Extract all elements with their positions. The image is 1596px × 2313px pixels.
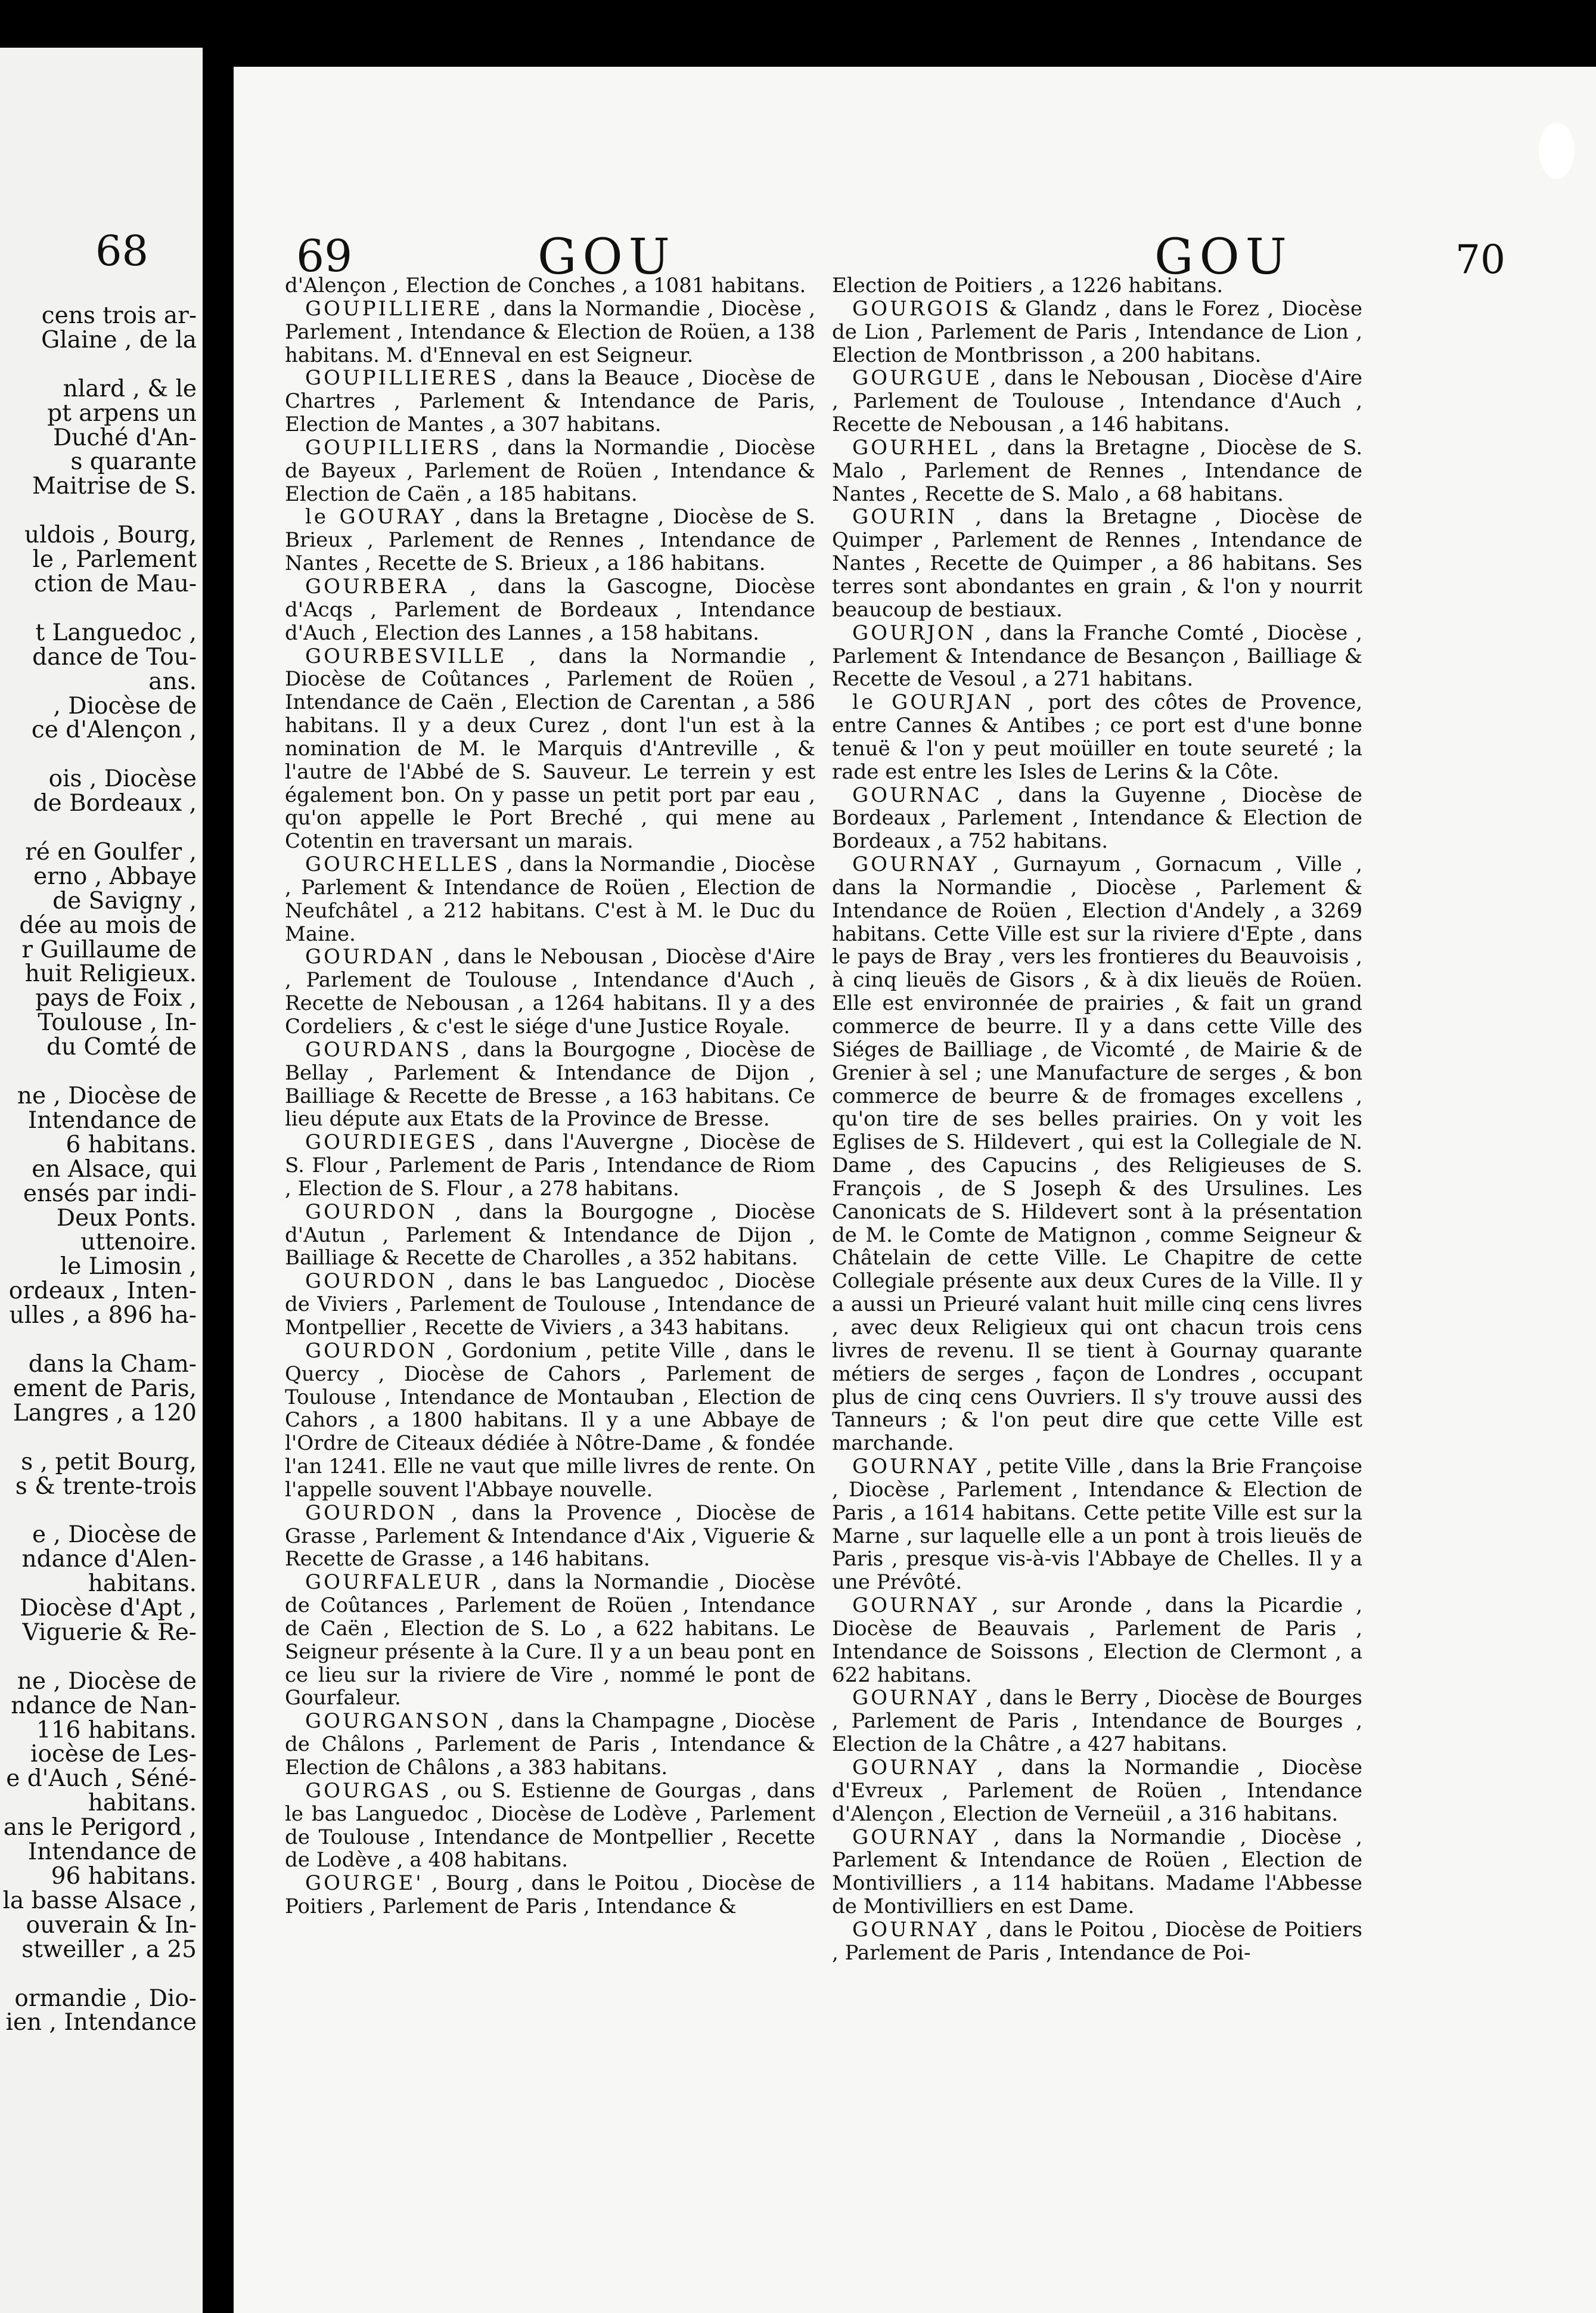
facing-page-line bbox=[0, 1426, 197, 1450]
entry-headword: GOURCHELLES bbox=[305, 852, 501, 877]
facing-page-line: e , Diocèse de bbox=[32, 1523, 197, 1548]
facing-page-line bbox=[0, 743, 197, 767]
facing-page-line: Intendance de bbox=[27, 1840, 197, 1865]
facing-page-line: en Alsace, qui bbox=[32, 1157, 197, 1182]
entry-headword: GOURDANS bbox=[305, 1037, 452, 1062]
dictionary-entry bbox=[832, 784, 1362, 854]
dictionary-entry bbox=[285, 1201, 815, 1270]
facing-page-line: le Limosin , bbox=[60, 1255, 197, 1280]
entry-text: , ou S. Estienne de Gourgas , dans le bas Languedoc , Diocèse de Lodève , Parlement de Toulouse , Intendance de Montpellier , Recette de Lodève , a 408 habitans. bbox=[285, 1778, 815, 1872]
entry-text: , dans la Normandie , Diocèse d'Evreux , Parlement de Roüen , Intendance d'Alençon , Election de Verneüil , a 316 habitans. bbox=[832, 1756, 1363, 1826]
facing-page-line: t Languedoc , bbox=[35, 621, 197, 646]
entry-headword: GOURNAY bbox=[852, 1756, 979, 1779]
dictionary-entry bbox=[832, 1756, 1362, 1826]
facing-page-line: 96 habitans. bbox=[51, 1865, 197, 1889]
facing-page-line: s , petit Bourg, bbox=[21, 1450, 197, 1475]
dictionary-entry bbox=[285, 1872, 815, 1918]
facing-page-line: habitans. bbox=[88, 1791, 197, 1816]
facing-page-line: Duché d'An- bbox=[53, 426, 197, 451]
dictionary-entry bbox=[285, 945, 815, 1038]
facing-page-line: le , Parlement bbox=[32, 548, 197, 572]
entry-text: , petite Ville , dans la Brie Françoise , Diocèse , Parlement , Intendance & Election de Paris , a 1614 habitans. Cette petite Ville est sur la Marne , sur laquelle elle a un pont à trois lieuës de Paris , presque vis-à-vis l'Abbaye de Chelles. Il y a une Prévôté. bbox=[832, 1455, 1362, 1595]
dictionary-entry bbox=[285, 575, 815, 645]
entry-text: , dans la Normandie , Diocèse de Coûtances , Parlement de Roüen , Intendance de Caën , Election de Carentan , a 586 habitans. Il y a deux Curez , dont l'un est à la nomination de M. le Marquis d'Antreville , & l'autre de l'Abbé de S. Sauveur. Le terrein y est également bon. On y passe un petit port par eau , qu'on appelle le Port Breché , qui mene au Cotentin en traversant un marais. bbox=[285, 644, 816, 854]
facing-page-line: iocèse de Les- bbox=[30, 1742, 197, 1768]
facing-page-line: 116 habitans. bbox=[36, 1718, 197, 1743]
entry-text: , dans la Bourgogne , Diocèse de Bellay , Parlement & Intendance de Dijon , Bailliage & Recette de Bresse , a 163 habitans. Ce lieu députe aux Etats de la Province de Bresse. bbox=[285, 1037, 815, 1131]
facing-page-line bbox=[0, 816, 197, 841]
entry-text: , Bourg , dans le Poitou , Diocèse de Poitiers , Parlement de Paris , Intendance & bbox=[285, 1871, 815, 1919]
facing-page-line: ce d'Alençon , bbox=[31, 718, 197, 743]
facing-page-line bbox=[0, 1962, 197, 1987]
dictionary-entry bbox=[832, 691, 1362, 783]
entry-headword: GOURNAY bbox=[852, 1686, 979, 1710]
entry-headword: GOURGANSON bbox=[305, 1709, 491, 1734]
facing-page-line: ien , Intendance bbox=[5, 2011, 197, 2036]
dictionary-entry bbox=[832, 367, 1362, 436]
dictionary-entry bbox=[285, 436, 815, 506]
facing-page-line bbox=[0, 597, 197, 621]
dictionary-entry bbox=[285, 645, 815, 854]
dictionary-entry bbox=[285, 853, 815, 945]
entry-text: , dans l'Auvergne , Diocèse de S. Flour , Parlement de Paris , Intendance de Riom , Election de S. Flour , a 278 habitans. bbox=[285, 1130, 816, 1201]
facing-page-line: ne , Diocèse de bbox=[17, 1084, 197, 1109]
text-column-left bbox=[285, 274, 815, 1918]
facing-page-line: huit Religieux. bbox=[24, 962, 197, 987]
facing-page-line: stweiller , a 25 bbox=[21, 1937, 197, 1962]
entry-headword: GOURNAY bbox=[852, 1917, 979, 1942]
dictionary-entry bbox=[285, 274, 815, 297]
facing-page-line: ement de Paris, bbox=[13, 1376, 197, 1402]
facing-page-line: ans. bbox=[148, 669, 197, 694]
dictionary-entry bbox=[285, 1270, 815, 1340]
entry-headword: GOURGOIS bbox=[852, 296, 992, 321]
facing-page-line: cens trois ar- bbox=[41, 304, 197, 328]
facing-page-line: s quarante bbox=[70, 450, 197, 475]
entry-text: , dans le bas Languedoc , Diocèse de Viviers , Parlement de Toulouse , Intendance de Montpellier , Recette de Viviers , a 343 habitans. bbox=[285, 1269, 815, 1340]
facing-page-line: pt arpens un bbox=[47, 401, 197, 426]
entry-text: , dans la Normandie , Diocèse de Coûtances , Parlement de Roüen , Intendance de Caën , Election de S. Lo , a 622 habitans. Le Seigneur présente à la Cure. Il y a un beau pont en ce lieu sur la riviere de Vire , nommé le pont de Gourfaleur. bbox=[285, 1570, 815, 1710]
entry-text: , dans la Provence , Diocèse de Grasse , Parlement & Intendance d'Aix , Viguerie & Recette de Grasse , a 146 habitans. bbox=[285, 1500, 815, 1571]
entry-text: , dans la Normandie , Diocèse , Parlement & Intendance de Roüen , Election de Neufchâtel , a 212 habitans. C'est à M. le Duc du Maine. bbox=[285, 852, 816, 946]
dictionary-entry bbox=[285, 1710, 815, 1779]
facing-page-line: de Bordeaux , bbox=[33, 792, 197, 817]
entry-headword: GOURDON bbox=[305, 1199, 438, 1224]
entry-headword: GOURHEL bbox=[852, 435, 980, 460]
dictionary-entry bbox=[832, 1594, 1362, 1686]
facing-page-line: ré en Goulfer , bbox=[25, 840, 197, 865]
facing-page-fragment bbox=[0, 48, 203, 2313]
text-column-right bbox=[832, 274, 1362, 1965]
dictionary-entry bbox=[285, 1571, 815, 1710]
facing-page-line bbox=[0, 1060, 197, 1084]
entry-headword: GOURDAN bbox=[305, 945, 436, 969]
facing-page-line: s & trente-trois bbox=[15, 1474, 197, 1499]
facing-page-line: Deux Ponts. bbox=[56, 1206, 197, 1231]
entry-text: , dans la Champagne , Diocèse de Châlons , Parlement de Paris , Intendance & Election de Châlons , a 383 habitans. bbox=[285, 1709, 815, 1779]
entry-text: , dans le Nebousan , Diocèse d'Aire , Parlement de Toulouse , Intendance d'Auch , Recette de Nebousan , a 1264 habitans. Il y a des Cordeliers , & c'est le siége d'une Justice Royale. bbox=[285, 945, 815, 1038]
entry-text: , dans le Poitou , Diocèse de Poitiers , Parlement de Paris , Intendance de Poi- bbox=[832, 1917, 1362, 1965]
entry-headword: GOURGUE bbox=[852, 366, 982, 390]
facing-page-line: de Savigny , bbox=[52, 889, 197, 914]
entry-headword: le GOURAY bbox=[305, 505, 446, 529]
dictionary-entry bbox=[285, 506, 815, 575]
facing-page-text bbox=[0, 304, 197, 2035]
page-gutter bbox=[210, 0, 232, 2313]
facing-page-line: habitans. bbox=[88, 1572, 197, 1597]
entry-text: , sur Aronde , dans la Picardie , Diocèse de Beauvais , Parlement de Paris , Intendance de Soissons , Election de Clermont , a 622 habitans. bbox=[832, 1593, 1363, 1687]
facing-page-line: erno , Abbaye bbox=[33, 864, 197, 889]
entry-text: , dans la Normandie , Diocèse de Bayeux , Parlement de Roüen , Intendance & Election de Caën , a 185 habitans. bbox=[285, 435, 816, 506]
dictionary-entry bbox=[832, 506, 1362, 621]
entry-headword: GOURDIEGES bbox=[305, 1130, 479, 1155]
facing-page-line: , Diocèse de bbox=[53, 694, 197, 719]
page-number-left: 69 bbox=[296, 231, 353, 282]
facing-page-line: Maitrise de S. bbox=[32, 475, 197, 500]
entry-headword: GOUPILLIERS bbox=[305, 435, 482, 460]
facing-page-line: ois , Diocèse bbox=[48, 767, 197, 792]
facing-page-line: Intendance de bbox=[27, 1108, 197, 1133]
facing-page-line: ans le Perigord , bbox=[3, 1816, 197, 1841]
entry-headword: GOUPILLIERES bbox=[305, 366, 499, 390]
entry-headword: GOURFALEUR bbox=[305, 1570, 482, 1595]
running-head-right: GOU bbox=[1154, 229, 1293, 286]
facing-page-line bbox=[0, 353, 197, 377]
entry-text: , dans la Bretagne , Diocèse de Quimper , Parlement de Rennes , Intendance de Nantes , Recette de Quimper , a 86 habitans. Ses terres sont abondantes en grain , & l'on y nourrit beaucoup de bestiaux. bbox=[832, 505, 1362, 622]
entry-text: , port des côtes de Provence, entre Cannes & Antibes ; ce port est d'une bonne tenuë & l'on y peut moüiller en toute seureté ; la rade est entre les Isles de Lerins & la Côte. bbox=[832, 690, 1362, 784]
entry-headword: GOURDON bbox=[305, 1500, 438, 1525]
dictionary-entry bbox=[285, 1502, 815, 1571]
facing-page-line bbox=[0, 1645, 197, 1670]
facing-page-line: r Guillaume de bbox=[21, 938, 197, 963]
entry-text: d'Alençon , Election de Conches , a 1081 habitans. bbox=[285, 274, 806, 297]
facing-page-line: ndance d'Alen- bbox=[21, 1548, 197, 1573]
facing-page-line: ction de Mau- bbox=[34, 572, 197, 597]
facing-page-line bbox=[0, 1499, 197, 1523]
entry-headword: GOURNAC bbox=[852, 783, 982, 807]
running-head-left: GOU bbox=[538, 229, 676, 286]
dictionary-entry bbox=[832, 1918, 1362, 1965]
facing-page-line: Glaine , de la bbox=[41, 328, 197, 353]
entry-text: , dans la Bretagne , Diocèse de S. Brieux , Parlement de Rennes , Intendance de Nantes , Recette de S. Brieux , a 186 habitans. bbox=[285, 505, 815, 576]
facing-page-line: la basse Alsace , bbox=[2, 1889, 197, 1914]
facing-page-line: ouverain & In- bbox=[26, 1913, 197, 1938]
entry-headword: GOURGE' bbox=[305, 1871, 424, 1896]
dictionary-entry bbox=[832, 853, 1362, 1455]
entry-text: , dans le Nebousan , Diocèse d'Aire , Parlement de Toulouse , Intendance d'Auch , Recette de Nebousan , a 146 habitans. bbox=[832, 366, 1362, 437]
entry-headword: GOURNAY bbox=[852, 1455, 979, 1479]
dictionary-entry bbox=[832, 622, 1362, 692]
facing-page-line: e d'Auch , Séné- bbox=[6, 1767, 197, 1792]
entry-text: , Gordonium , petite Ville , dans le Quercy , Diocèse de Cahors , Parlement de Toulouse , Intendance de Montauban , Election de Cahors , a 1800 habitans. Il y a une Abbaye de l'Ordre de Citeaux dédiée à Nôtre-Dame , & fondée l'an 1241. Elle ne vaut que mille livres de rente. On l'appelle souvent l'Abbaye nouvelle. bbox=[285, 1338, 815, 1502]
facing-page-line: dance de Tou- bbox=[32, 645, 197, 670]
dictionary-entry bbox=[832, 274, 1362, 297]
entry-headword: le GOURJAN bbox=[852, 690, 1014, 715]
facing-page-line: nlard , & le bbox=[63, 377, 197, 402]
entry-text: , dans la Normandie , Diocèse , Parlement , Intendance & Election de Roüen, a 138 habitans. M. d'Enneval en est Seigneur. bbox=[285, 296, 815, 367]
facing-page-line: dans la Cham- bbox=[28, 1352, 197, 1377]
entry-headword: GOUPILLIERE bbox=[305, 296, 483, 321]
entry-text: , dans la Bourgogne , Diocèse d'Autun , Parlement & Intendance de Dijon , Bailliage & Recette de Charolles , a 352 habitans. bbox=[285, 1199, 815, 1270]
facing-page-line: ormandie , Dio- bbox=[14, 1986, 197, 2011]
facing-page-line: Diocèse d'Apt , bbox=[20, 1596, 197, 1621]
facing-page-line: uttenoire. bbox=[80, 1230, 197, 1255]
entry-text: , dans la Beauce , Diocèse de Chartres , Parlement & Intendance de Paris, Election de Mantes , a 307 habitans. bbox=[285, 366, 815, 437]
facing-page-line: ensés par indi- bbox=[23, 1182, 197, 1207]
facing-page-line: dée au mois de bbox=[19, 913, 197, 938]
dictionary-entry bbox=[285, 1779, 815, 1872]
entry-text: Election de Poitiers , a 1226 habitans. bbox=[832, 274, 1224, 297]
scan-artifact bbox=[1539, 122, 1575, 179]
facing-page-line: 6 habitans. bbox=[66, 1133, 197, 1158]
dictionary-entry bbox=[832, 1455, 1362, 1594]
facing-page-line: ne , Diocèse de bbox=[17, 1669, 197, 1694]
entry-text: , Gurnayum , Gornacum , Ville , dans la Normandie , Diocèse , Parlement & Intendance de Roüen , Election d'Andely , a 3269 habitans. Cette Ville est sur la riviere d'Epte , dans le pays de Bray , vers les frontieres du Beauvoisis , à cinq lieuës de Gisors , & à dix lieuës de Roüen. Elle est environnée de prairies , & fait un grand commerce de beurre. Il y a dans cette Ville des Siéges de Bailliage , de Vicomté , de Mairie & de Grenier à sel ; une Manufacture de serges , & bon commerce de beurre & de fromages excellens , qu'on tire de ses belles prairies. On y voit les Eglises de S. Hildevert , qui est la Collegiale de N. Dame , des Capucins , des Religieuses de S. François , de S Joseph & des Ursulines. Les Canonicats de S. Hildevert sont à la présentation de M. le Comte de Matignon , comme Seigneur & Châtelain de cette Ville. Le Chapitre de cette Collegiale présente aux deux Cures de la Ville. Il y a aussi un Prieuré valant huit mille cinq cens livres , avec deux Religieux qui ont chacun trois cens livres de revenu. Il se tient à Gournay quarante métiers de serges , façon de Londres , occupant plus de cinq cens Ouvriers. Il s'y trouve aussi des Tanneurs ; & l'on peut dire que cette Ville est marchande. bbox=[832, 852, 1362, 1456]
entry-text: , dans le Berry , Diocèse de Bourges , Parlement de Paris , Intendance de Bourges , Election de la Châtre , a 427 habitans. bbox=[832, 1686, 1362, 1757]
dictionary-entry bbox=[832, 1826, 1362, 1918]
dictionary-entry bbox=[285, 1340, 815, 1502]
facing-page-line: uldois , Bourg, bbox=[24, 523, 197, 548]
facing-page-number: 68 bbox=[95, 227, 149, 275]
entry-headword: GOURNAY bbox=[852, 852, 979, 877]
dictionary-entry bbox=[285, 1131, 815, 1201]
entry-text: , dans la Guyenne , Diocèse de Bordeaux , Parlement , Intendance & Election de Bordeaux , a 752 habitans. bbox=[832, 783, 1362, 854]
facing-page-line: Viguerie & Re- bbox=[22, 1620, 197, 1645]
facing-page-line: Langres , a 120 bbox=[13, 1401, 197, 1426]
facing-page-line: ulles , a 896 ha- bbox=[9, 1304, 197, 1329]
facing-page-line: du Comté de bbox=[46, 1035, 197, 1061]
entry-text: , dans la Bretagne , Diocèse de S. Malo , Parlement de Rennes , Intendance de Nantes , Recette de S. Malo , a 68 habitans. bbox=[832, 435, 1362, 506]
facing-page-line: ndance de Nan- bbox=[11, 1694, 197, 1719]
dictionary-entry bbox=[832, 436, 1362, 506]
entry-text: , dans la Normandie , Diocèse , Parlement & Intendance de Roüen , Election de Montivilliers , a 114 habitans. Madame l'Abbesse de Montivilliers en est Dame. bbox=[832, 1825, 1362, 1919]
facing-page-line: Toulouse , In- bbox=[38, 1011, 197, 1036]
entry-headword: GOURDON bbox=[305, 1338, 438, 1363]
entry-headword: GOURGAS bbox=[305, 1778, 432, 1803]
facing-page-line bbox=[0, 499, 197, 523]
entry-headword: GOURDON bbox=[305, 1269, 438, 1294]
dictionary-entry bbox=[832, 1686, 1362, 1756]
entry-headword: GOURBERA bbox=[305, 574, 449, 599]
dictionary-entry bbox=[285, 367, 815, 436]
dictionary-entry bbox=[285, 1038, 815, 1131]
entry-headword: GOURJON bbox=[852, 621, 977, 645]
entry-headword: GOURBESVILLE bbox=[305, 644, 507, 668]
entry-text: , dans la Franche Comté , Diocèse , Parlement & Intendance de Besançon , Bailliage & Recette de Vesoul , a 271 habitans. bbox=[832, 621, 1362, 692]
entry-headword: GOURIN bbox=[852, 505, 958, 529]
facing-page-line bbox=[0, 1328, 197, 1353]
facing-page-line: pays de Foix , bbox=[35, 987, 197, 1012]
facing-page-line: ordeaux , Inten- bbox=[8, 1279, 197, 1304]
entry-text: , dans la Gascogne, Diocèse d'Acqs , Parlement de Bordeaux , Intendance d'Auch , Election des Lannes , a 158 habitans. bbox=[285, 574, 815, 645]
entry-headword: GOURNAY bbox=[852, 1593, 979, 1618]
entry-headword: GOURNAY bbox=[852, 1825, 979, 1849]
dictionary-entry bbox=[285, 297, 815, 367]
dictionary-entry bbox=[832, 297, 1362, 367]
book-page bbox=[234, 67, 1596, 2313]
entry-text: & Glandz , dans le Forez , Diocèse de Lion , Parlement de Paris , Intendance de Lion , Election de Montbrisson , a 200 habitans. bbox=[832, 296, 1362, 367]
page-number-right: 70 bbox=[1455, 237, 1505, 283]
